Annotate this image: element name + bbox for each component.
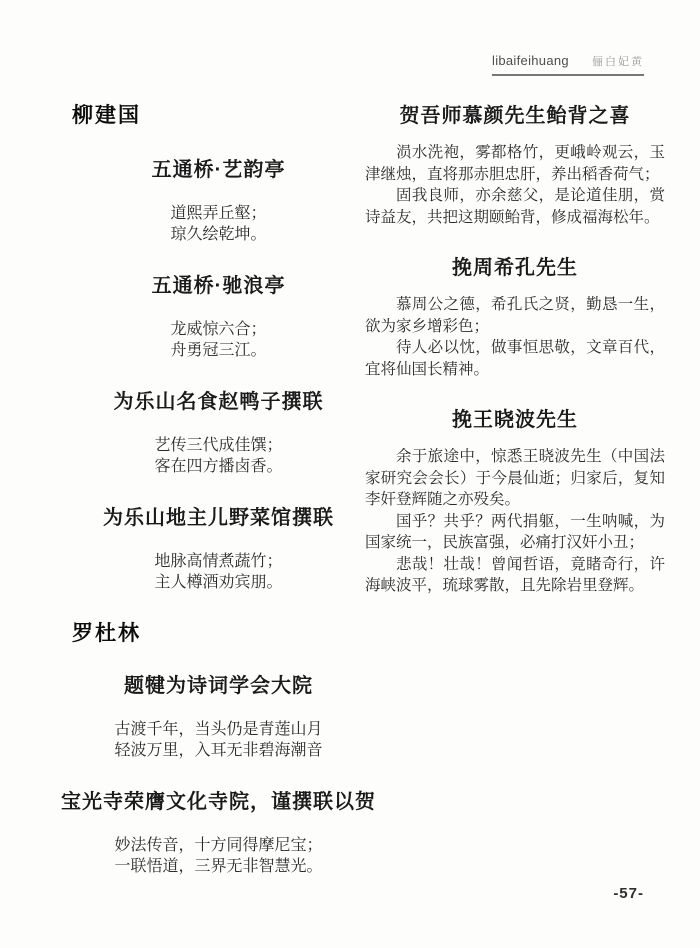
journal-title: 俪白妃黄 (592, 55, 644, 68)
couplet-paragraph: 涢水洗袍，雾都格竹，更峨岭观云，玉津继烛，直将那赤胆忠肝，养出稻香荷气； (365, 143, 665, 183)
couplet-line: 地脉高情煮蔬竹； (154, 551, 283, 570)
couplet-line: 轻波万里，入耳无非碧海潮音 (114, 740, 323, 759)
couplet-title: 为乐山地主儿野菜馆撰联 (103, 507, 334, 529)
couplet-line: 一联悟道，三界无非智慧光。 (114, 856, 323, 875)
couplet-line: 舟勇冠三江。 (170, 340, 267, 359)
couplet-section (61, 790, 376, 876)
couplet-body (170, 202, 266, 244)
couplet-section (365, 256, 665, 380)
page-number: -57- (613, 885, 644, 902)
couplet-section (72, 390, 365, 476)
couplet-section (365, 408, 665, 597)
couplet-line: 琼久绘乾坤。 (170, 224, 267, 243)
couplet-line: 道熙弄丘壑； (170, 203, 267, 222)
couplet-body (154, 550, 282, 592)
author-heading-luodulin: 罗杜林 (72, 622, 141, 645)
couplet-section (72, 674, 365, 760)
couplet-section (72, 158, 365, 244)
couplet-paragraph: 固我良师，亦余慈父，是论道佳朋，赏诗益友，共把这期颐鲐背，修成福海松年。 (365, 186, 665, 226)
couplet-paragraph: 国乎？共乎？两代捐躯，一生呐喊，为国家统一，民族富强，必痛打汉奸小丑； (365, 511, 665, 551)
couplet-section (72, 274, 365, 360)
couplet-paragraph: 余于旅途中，惊悉王晓波先生（中国法家研究会会长）于今晨仙逝；归家后，复知李奸登辉随之亦殁矣。 (365, 447, 665, 508)
couplet-line: 妙法传音，十方同得摩尼宝； (114, 835, 323, 854)
couplet-line: 主人樽酒劝宾朋。 (154, 572, 283, 591)
journal-pinyin: libaifeihuang (492, 53, 569, 68)
couplet-line: 古渡千年，当头仍是青莲山月 (114, 719, 323, 738)
couplet-paragraph: 慕周公之德，希孔氏之贤，勤恳一生，欲为家乡增彩色； (365, 295, 665, 335)
right-column (365, 104, 665, 906)
couplet-line: 客在四方播卤香。 (154, 456, 283, 475)
left-column (61, 104, 376, 906)
couplet-body (170, 318, 266, 360)
couplet-title: 五通桥·驰浪亭 (151, 275, 286, 297)
couplet-section (365, 104, 665, 228)
couplet-title: 贺吾师慕颜先生鲐背之喜 (399, 105, 631, 127)
couplet-body (114, 834, 322, 876)
couplet-title: 挽王晓波先生 (452, 409, 578, 431)
author-heading-liujianguo: 柳建国 (72, 104, 141, 127)
couplet-title: 五通桥·艺韵亭 (151, 159, 286, 181)
couplet-title: 题犍为诗词学会大院 (124, 675, 313, 697)
couplet-line: 艺传三代成佳馔； (154, 435, 283, 454)
couplet-title: 挽周希孔先生 (452, 257, 578, 279)
couplet-line: 龙威惊六合； (170, 319, 267, 338)
couplet-section (72, 506, 365, 592)
couplet-body (154, 434, 282, 476)
couplet-title: 为乐山名食赵鸭子撰联 (113, 391, 324, 413)
couplet-body (114, 718, 322, 760)
running-header (492, 53, 644, 76)
couplet-paragraph: 悲哉！壮哉！曾闻哲语，竟睹奇行，许海峡波平，琉球雾散，且先除岩里登辉。 (365, 554, 665, 594)
couplet-paragraph: 待人必以忱，做事恒思敬，文章百代，宜将仙国长精神。 (365, 338, 665, 378)
couplet-title: 宝光寺荣膺文化寺院，谨撰联以贺 (61, 791, 376, 813)
